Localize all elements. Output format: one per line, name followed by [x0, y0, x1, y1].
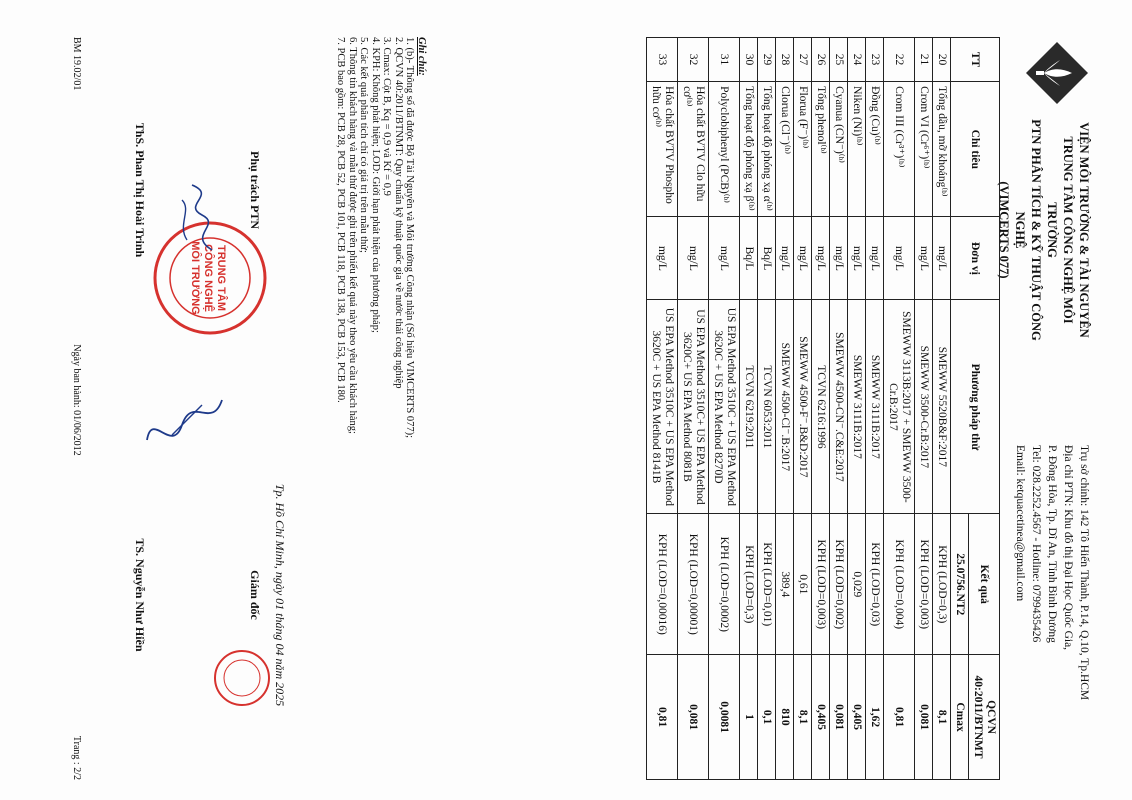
table-row [933, 38, 951, 780]
row-phuong-phap: SMEWW 3111B:2017 [848, 300, 866, 514]
row-tt: 23 [866, 38, 884, 82]
header-tt: TT [951, 38, 1000, 82]
row-phuong-phap: SMEWW 3500-Cr.B:2017 [915, 300, 933, 514]
lab-manager-name: ThS. Phan Thị Hoài Trinh [133, 122, 147, 258]
row-chi-tieu: Tổng phenol⁽ᵇ⁾ [812, 82, 830, 217]
row-chi-tieu: Hóa chất BVTV Phospho hữu cơ⁽ᵇ⁾ [647, 82, 678, 217]
row-cmax: 1,62 [866, 655, 884, 780]
row-phuong-phap: TCVN 6219:2011 [740, 300, 758, 514]
row-don-vi: mg/L [709, 217, 740, 300]
note-item: 2. QCVN 40:2011/BTNMT: Quy chuẩn kỹ thuật quốc gia về nước thải công nghiệp [393, 37, 404, 389]
row-ket-qua: KPH (LOD=0,3) [740, 514, 758, 655]
row-tt: 32 [678, 38, 709, 82]
row-phuong-phap: SMEWW 5520B&F:2017 [933, 300, 951, 514]
results-table [646, 37, 1000, 780]
table-row [884, 38, 915, 780]
row-don-vi: mg/L [866, 217, 884, 300]
note-item: 5. Các kết quả phân tích chỉ có giá trị trên mẫu thử; [358, 37, 370, 253]
note-item: 4. KPH: Không phát hiện; LOD: Giới hạn phát hiện của phương pháp; [370, 37, 381, 333]
row-ket-qua: KPH (LOD=0,004) [884, 514, 915, 655]
row-don-vi: mg/L [848, 217, 866, 300]
header-qcvn: QCVN 40:2011/BTNMT [969, 655, 1000, 780]
institute-line: VIỆN MÔI TRƯỜNG & TÀI NGUYÊN [1077, 122, 1091, 338]
table-row [866, 38, 884, 780]
row-cmax: 0,081 [915, 655, 933, 780]
row-ket-qua: 0,029 [848, 514, 866, 655]
row-cmax: 0,405 [848, 655, 866, 780]
row-phuong-phap: SMEWW 4500-Cl⁻.B:2017 [776, 300, 794, 514]
row-cmax: 0,081 [830, 655, 848, 780]
contact-line: P. Đông Hòa, Tp. Dĩ An, Tỉnh Bình Dương [1046, 445, 1058, 643]
svg-text:MÔI TRƯỜNG: MÔI TRƯỜNG [189, 241, 201, 315]
institute-line: (VIMCERTS 077) [997, 181, 1011, 279]
row-don-vi: mg/L [647, 217, 678, 300]
note-item: 6. Thông tin khách hàng và mẫu thử được ghi trên phiếu kết quả này theo yêu cầu khách hàng; [347, 37, 358, 434]
director-name: TS. Nguyễn Như Hiền [133, 538, 147, 652]
row-chi-tieu: Crom VI (Cr⁶⁺)⁽ᵇ⁾ [915, 82, 933, 217]
contact-line: Email: ketquacetinea@gmail.com [1014, 445, 1026, 602]
row-cmax: 810 [776, 655, 794, 780]
table-row [794, 38, 812, 780]
row-don-vi: Bq/L [758, 217, 776, 300]
row-ket-qua: KPH (LOD=0,01) [758, 514, 776, 655]
contact-line: Địa chỉ PTN: Khu đô thị Đại Học Quốc Gia, [1062, 445, 1074, 651]
row-tt: 30 [740, 38, 758, 82]
lab-manager-role: Phụ trách PTN [248, 151, 262, 229]
row-cmax: 0,405 [812, 655, 830, 780]
place-date: Tp. Hồ Chí Minh, ngày 01 tháng 04 năm 2025 [273, 483, 287, 707]
row-chi-tieu: Clorua (Cl⁻)⁽ᵇ⁾ [776, 82, 794, 217]
row-tt: 27 [794, 38, 812, 82]
row-ket-qua: KPH (LOD=0,03) [866, 514, 884, 655]
header-ket-qua: Kết quả [969, 514, 1000, 655]
row-phuong-phap: SMEWW 4500-CN⁻.C&E:2017 [830, 300, 848, 514]
note-item: 1. (b)- Thông số đã được Bộ Tài Nguyên và Môi trường Công nhận (Số hiệu VIMCERTS 077); [404, 37, 416, 438]
row-ket-qua: 389,4 [776, 514, 794, 655]
row-cmax: 1 [740, 655, 758, 780]
row-tt: 21 [915, 38, 933, 82]
row-cmax: 0,1 [758, 655, 776, 780]
row-ket-qua: KPH (LOD=0,003) [812, 514, 830, 655]
row-tt: 31 [709, 38, 740, 82]
row-chi-tieu: Tổng hoạt độ phóng xạ α⁽ᵇ⁾ [758, 82, 776, 217]
row-phuong-phap: US EPA Method 3510C + US EPA Method 3620C + US EPA Method 8141B [647, 300, 678, 514]
row-tt: 24 [848, 38, 866, 82]
table-row [915, 38, 933, 780]
results-body [647, 38, 951, 780]
svg-text:CÔNG NGHỆ: CÔNG NGHỆ [202, 244, 214, 312]
notes-heading: Ghi chú: [416, 37, 427, 76]
row-phuong-phap: US EPA Method 3510C + US EPA Method 3620C + US EPA Method 8270D [709, 300, 740, 514]
row-chi-tieu: Crom III (Cr³⁺)⁽ᵇ⁾ [884, 82, 915, 217]
row-don-vi: mg/L [933, 217, 951, 300]
row-tt: 25 [830, 38, 848, 82]
row-ket-qua: KPH (LOD=0,002) [830, 514, 848, 655]
row-don-vi: Bq/L [740, 217, 758, 300]
form-code: BM 19.02/01 [71, 37, 82, 91]
row-ket-qua: KPH (LOD=0,003) [915, 514, 933, 655]
row-chi-tieu: Niken (Ni)⁽ᵇ⁾ [848, 82, 866, 217]
page-number: Trang : 2/2 [71, 735, 82, 780]
table-row [848, 38, 866, 780]
row-tt: 20 [933, 38, 951, 82]
row-don-vi: mg/L [812, 217, 830, 300]
row-cmax: 8,1 [794, 655, 812, 780]
table-row [709, 38, 740, 780]
lotus-logo-icon [1022, 38, 1092, 108]
row-don-vi: mg/L [915, 217, 933, 300]
row-ket-qua: KPH (LOD=0,3) [933, 514, 951, 655]
table-row [776, 38, 794, 780]
header-don-vi: Đơn vị [951, 217, 1000, 300]
director-role: Giám đốc [248, 570, 262, 620]
row-tt: 33 [647, 38, 678, 82]
row-ket-qua: KPH (LOD=0,00016) [647, 514, 678, 655]
row-don-vi: mg/L [776, 217, 794, 300]
row-cmax: 0,0081 [709, 655, 740, 780]
row-phuong-phap: SMEWW 3113B:2017 + SMEWW 3500-Cr.B:2017 [884, 300, 915, 514]
table-row [830, 38, 848, 780]
row-cmax: 0,081 [678, 655, 709, 780]
row-ket-qua: KPH (LOD=0,0002) [709, 514, 740, 655]
lab-manager-signature [172, 180, 222, 260]
row-tt: 22 [884, 38, 915, 82]
contact-line: Trụ sở chính: 142 Tô Hiến Thành, P.14, Q.10, Tp.HCM [1078, 445, 1090, 701]
row-tt: 28 [776, 38, 794, 82]
row-chi-tieu: Tổng hoạt độ phóng xạ β⁽ᵇ⁾ [740, 82, 758, 217]
row-cmax: 0,81 [884, 655, 915, 780]
row-phuong-phap: TCVN 6053:2011 [758, 300, 776, 514]
header-cmax: Cmax [951, 655, 969, 780]
header-phuong-phap: Phương pháp thử [951, 300, 1000, 514]
note-item: 7. PCB bao gồm: PCB 28, PCB 52, PCB 101, PCB 118, PCB 138, PCB 153, PCB 180. [335, 37, 347, 403]
row-cmax: 0,81 [647, 655, 678, 780]
row-phuong-phap: SMEWW 3111B:2017 [866, 300, 884, 514]
row-don-vi: mg/L [830, 217, 848, 300]
row-chi-tieu: Đồng (Cu)⁽ᵇ⁾ [866, 82, 884, 217]
svg-text:TRUNG TÂM: TRUNG TÂM [215, 245, 227, 311]
row-ket-qua: KPH (LOD=0,00001) [678, 514, 709, 655]
row-chi-tieu: Hóa chất BVTV Clo hữu cơ⁽ᵇ⁾ [678, 82, 709, 217]
table-row [678, 38, 709, 780]
note-item: 3. Cmax: Cột B, Kq = 0,9 và Kf = 0,9 [381, 37, 393, 196]
row-don-vi: mg/L [678, 217, 709, 300]
table-row [758, 38, 776, 780]
director-signature [142, 390, 232, 450]
row-chi-tieu: Florua (F⁻)⁽ᵇ⁾ [794, 82, 812, 217]
institute-line: TRUNG TÂM CÔNG NGHỆ MÔI TRƯỜNG [1045, 136, 1075, 324]
row-chi-tieu: Polyclobiphenyl (PCB)⁽ᵇ⁾ [709, 82, 740, 217]
header-sample-code: 25.0756.NT2 [951, 514, 969, 655]
partial-stamp [212, 648, 272, 708]
row-chi-tieu: Cyanua (CN⁻)⁽ᵇ⁾ [830, 82, 848, 217]
row-tt: 26 [812, 38, 830, 82]
row-chi-tieu: Tổng dầu, mỡ khoáng⁽ᵇ⁾ [933, 82, 951, 217]
header-chi-tieu: Chỉ tiêu [951, 82, 1000, 217]
contact-info [1012, 445, 1092, 765]
row-phuong-phap: SMEWW 4500-F⁻.B&D:2017 [794, 300, 812, 514]
row-don-vi: mg/L [794, 217, 812, 300]
issue-date: Ngày ban hành: 01/06/2012 [71, 344, 82, 456]
row-don-vi: mg/L [884, 217, 915, 300]
table-row [740, 38, 758, 780]
contact-line: Tel: 028.2252.4567 - Hotline: 0799435426 [1030, 445, 1042, 643]
row-cmax: 8,1 [933, 655, 951, 780]
institute-line: PTN PHÂN TÍCH & KỸ THUẬT CÔNG NGHỆ [1013, 119, 1043, 341]
table-row [812, 38, 830, 780]
row-ket-qua: 0,61 [794, 514, 812, 655]
row-tt: 29 [758, 38, 776, 82]
row-phuong-phap: TCVN 6216:1996 [812, 300, 830, 514]
notes-section [335, 37, 427, 777]
institute-header [996, 110, 1092, 350]
row-phuong-phap: US EPA Method 3510C+ US EPA Method 3620C+ US EPA Method 8081B [678, 300, 709, 514]
table-row [647, 38, 678, 780]
